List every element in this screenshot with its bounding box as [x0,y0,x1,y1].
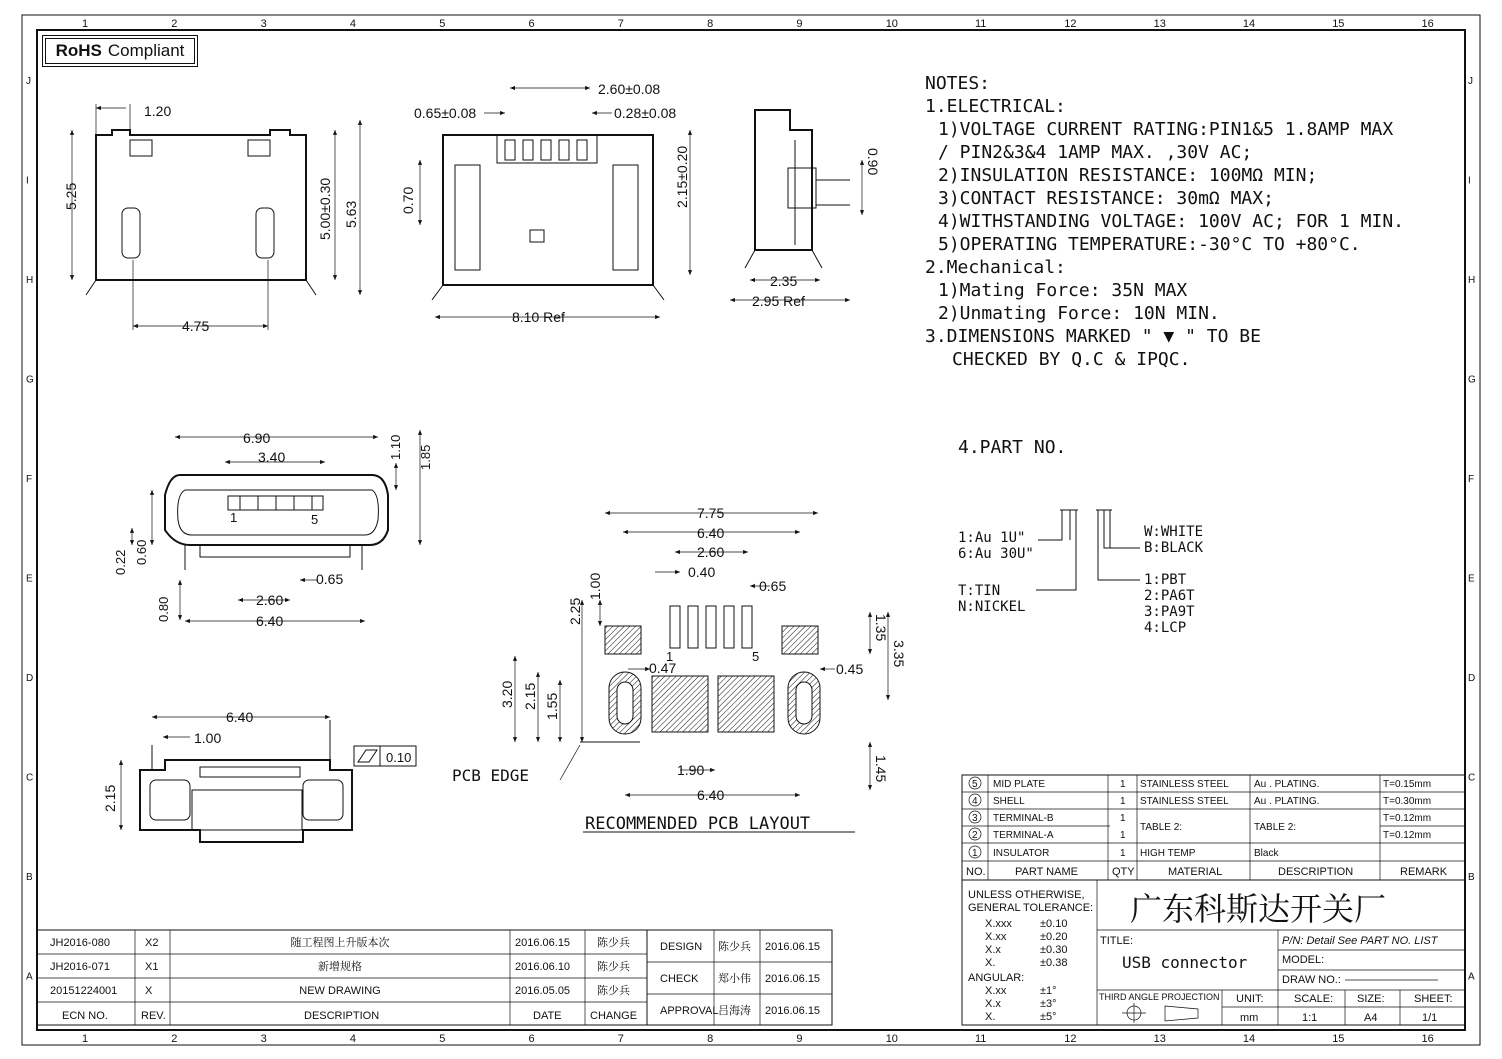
pcb-edge-label: PCB EDGE [452,766,530,785]
grid-row-left: A [26,971,33,983]
pin-1-label: 1 [230,510,238,525]
grid-col-bottom: 1 [82,1033,89,1045]
grid-row-right: G [1468,374,1476,386]
company-name: 广东科斯达开关厂 [1130,890,1387,928]
bom-description: Black [1254,848,1279,859]
pcb-190: 1.90 [677,762,705,778]
grid-col-top: 14 [1242,18,1256,30]
bom-part-name: TERMINAL-A [993,830,1054,841]
grid-col-top: 6 [528,18,535,30]
rev-rev: X [145,985,153,997]
bom-h-material: MATERIAL [1168,866,1223,878]
note-e1b: / PIN2&3&4 1AMP MAX. ,30V AC; [938,142,1253,163]
grid-col-top: 1 [82,18,89,30]
pcb-155: 1.55 [544,692,560,720]
approval-name: 郑小伟 [718,973,751,985]
pn-mat4: 4:LCP [1144,620,1187,636]
bom-no: 2 [972,830,978,841]
bom-qty: 1 [1120,796,1126,807]
tol-angular: ANGULAR: [968,972,1025,984]
model-label: MODEL: [1282,954,1325,966]
dim-065t: 0.65±0.08 [414,105,477,121]
bom-table [962,775,1465,880]
grid-col-top: 3 [260,18,267,30]
pcb-145: 1.45 [873,755,889,783]
approval-date: 2016.06.15 [765,973,821,985]
bom-rows [969,777,1431,859]
grid-row-left: E [26,573,33,585]
note-m2: 2)Unmating Force: 10N MIN. [938,303,1220,324]
bom-material: TABLE 2: [1140,822,1183,833]
bom-no: 4 [972,796,978,807]
grid-col-top: 15 [1332,18,1345,30]
dim-028t: 0.28±0.08 [614,105,677,121]
notes-block [925,73,1404,458]
grid-row-right: H [1468,275,1476,286]
pcb-320: 3.20 [499,680,515,708]
pn-white: W:WHITE [1144,524,1204,540]
tol-a2k: X.x [985,998,1001,1010]
grid-col-top: 4 [349,18,357,30]
rohs-compliant: Compliant [107,41,185,60]
rev-rev: X1 [145,961,159,973]
bom-qty: 1 [1120,813,1126,824]
flatness-value: 0.10 [386,750,412,765]
pcb-215: 2.15 [522,682,538,710]
tol-r2k: X.xx [985,931,1007,943]
bom-description: Au . PLATING. [1254,796,1320,807]
dim-690: 6.90 [243,430,271,446]
side-view [730,110,862,300]
grid-row-right: D [1468,673,1476,684]
rev-h-ecn: ECN NO. [62,1010,108,1022]
rev-description: 随工程图上升版本次 [290,937,390,949]
grid-col-top: 11 [975,18,987,30]
pcb-260: 2.60 [697,544,725,560]
bom-material: STAINLESS STEEL [1140,796,1229,807]
bom-h-desc: DESCRIPTION [1278,866,1354,878]
grid-row-left: B [26,872,33,883]
pn-tin: T:TIN [958,583,1001,599]
tol-a3k: X. [985,1011,996,1023]
dim-563: 5.63 [343,200,359,228]
pcb-640b: 6.40 [697,787,725,803]
bom-part-name: SHELL [993,796,1025,807]
pcb-640: 6.40 [697,525,725,541]
grid-col-bottom: 2 [171,1033,178,1045]
pn-mat1: 1:PBT [1144,572,1187,588]
pcb-pin1: 1 [666,649,674,664]
grid-col-bottom: 10 [885,1033,898,1045]
dim-640b: 6.40 [226,709,254,725]
dim-022: 0.22 [113,549,128,575]
grid-col-top: 10 [885,18,898,30]
rev-change: 陈少兵 [597,985,630,997]
sheet-label: SHEET: [1414,993,1453,1005]
grid-row-right: C [1468,772,1476,784]
tol-a3v: ±5° [1040,1011,1057,1023]
grid-col-top: 7 [617,18,624,30]
bom-part-name: TERMINAL-B [993,813,1054,824]
dim-080: 0.80 [156,596,171,622]
bom-no: 3 [972,813,978,824]
notes-electrical: 1.ELECTRICAL: [925,96,1066,117]
tol-title1: UNLESS OTHERWISE, [968,889,1085,901]
pcb-335: 3.35 [891,640,907,668]
top-view [420,88,690,317]
grid-row-left: G [26,374,34,386]
grid-row-right: F [1468,474,1475,485]
pin-5-label: 5 [311,512,319,527]
tol-r2v: ±0.20 [1040,931,1068,943]
grid-row-right: J [1468,76,1473,87]
approval-role: APPROVAL [660,1005,719,1017]
rev-description: 新增规格 [318,961,362,973]
pcb-pin5: 5 [752,649,760,664]
bom-qty: 1 [1120,779,1126,790]
scale-label: SCALE: [1294,993,1334,1005]
tol-a2v: ±3° [1040,998,1057,1010]
unit-value: mm [1240,1012,1259,1024]
rohs-label: RoHS [55,41,102,60]
pcb-040: 0.40 [688,564,716,580]
grid-col-bottom: 16 [1421,1033,1434,1045]
tol-title2: GENERAL TOLERANCE: [968,902,1094,914]
part-number-tree [958,510,1204,636]
grid-col-bottom: 14 [1242,1033,1256,1045]
dim-120: 1.20 [144,103,172,119]
grid-col-bottom: 11 [975,1033,987,1045]
bom-remark: T=0.12mm [1383,813,1432,824]
revision-rows [50,935,630,997]
pcb-100: 1.00 [587,572,603,600]
bom-part-name: MID PLATE [993,779,1046,790]
note-dim1: 3.DIMENSIONS MARKED " ▼ " TO BE [925,326,1261,347]
grid-col-top: 13 [1153,18,1166,30]
grid-row-right: B [1468,872,1475,883]
tol-r3v: ±0.30 [1040,944,1068,956]
note-e4: 4)WITHSTANDING VOLTAGE: 100V AC; FOR 1 MIN. [938,211,1404,232]
grid-col-bottom: 5 [439,1033,446,1045]
tol-a1v: ±1° [1040,985,1057,997]
pcb-layout-title: RECOMMENDED PCB LAYOUT [585,814,811,834]
dim-640a: 6.40 [256,613,284,629]
rev-change: 陈少兵 [597,937,630,949]
dim-215t: 2.15±0.20 [674,145,690,208]
grid-col-bottom: 12 [1064,1033,1077,1045]
rev-date: 2016.06.10 [515,961,571,973]
pcb-045: 0.45 [836,661,864,677]
bom-qty: 1 [1120,848,1126,859]
pcb-775: 7.75 [697,505,725,521]
grid-col-top: 2 [171,18,178,30]
bom-h-remark: REMARK [1400,866,1448,878]
pcb-065: 0.65 [759,578,787,594]
approval-date: 2016.06.15 [765,941,821,953]
unit-label: UNIT: [1236,993,1264,1005]
grid-row-left: C [26,772,34,784]
bom-description: TABLE 2: [1254,822,1297,833]
note-m1: 1)Mating Force: 35N MAX [938,280,1188,301]
dim-475: 4.75 [182,318,210,334]
note-e2: 2)INSULATION RESISTANCE: 100MΩ MIN; [938,165,1318,186]
scale-value: 1:1 [1302,1012,1318,1024]
rev-ecn: 20151224001 [50,985,118,997]
rev-description: NEW DRAWING [299,985,381,997]
grid-row-left: F [26,474,33,485]
bom-h-qty: QTY [1112,866,1135,878]
grid-col-bottom: 8 [707,1033,714,1045]
bom-h-name: PART NAME [1015,866,1078,878]
bom-remark: T=0.15mm [1383,779,1432,790]
approval-role: CHECK [660,973,699,985]
pn-nickel: N:NICKEL [958,599,1026,615]
grid-col-bottom: 13 [1153,1033,1166,1045]
pn-mat2: 2:PA6T [1144,588,1195,604]
rev-rev: X2 [145,937,159,949]
approval-date: 2016.06.15 [765,1005,821,1017]
dim-110: 1.10 [388,434,403,460]
pcb-047: 0.47 [649,660,677,676]
grid-row-left: J [26,76,31,87]
bom-no: 5 [972,779,978,790]
dim-500: 5.00±0.30 [317,177,333,240]
grid-col-top: 5 [439,18,446,30]
rev-ecn: JH2016-071 [50,961,110,973]
bom-material: HIGH TEMP [1140,848,1196,859]
projection-label: THIRD ANGLE PROJECTION [1099,992,1220,1002]
rev-h-change: CHANGE [590,1010,638,1022]
grid-row-left: H [26,275,34,286]
notes-mechanical: 2.Mechanical: [925,257,1066,278]
rev-date: 2016.06.15 [515,937,571,949]
dim-090: 0.90 [865,148,881,176]
pn-black: B:BLACK [1144,540,1204,556]
tol-r3k: X.x [985,944,1001,956]
tol-r1v: ±0.10 [1040,918,1068,930]
grid-row-right: E [1468,573,1475,585]
rev-h-date: DATE [533,1010,562,1022]
pn-plating2: 6:Au 30U" [958,546,1034,562]
grid-col-top: 12 [1064,18,1077,30]
grid-col-bottom: 6 [528,1033,535,1045]
dim-525: 5.25 [63,182,79,210]
note-e1a: 1)VOLTAGE CURRENT RATING:PIN1&5 1.8AMP MAX [938,119,1394,140]
note-partno: 4.PART NO. [958,437,1067,458]
grid-col-bottom: 3 [260,1033,267,1045]
pcb-135: 1.35 [873,614,889,642]
rear-view [121,717,416,842]
rev-ecn: JH2016-080 [50,937,110,949]
grid-col-top: 8 [707,18,714,30]
title-label: TITLE: [1100,935,1134,947]
notes-title: NOTES: [925,73,991,94]
dim-295: 2.95 Ref [752,293,805,309]
tol-a1k: X.xx [985,985,1007,997]
pcb-225: 2.25 [567,597,583,625]
dim-810: 8.10 Ref [512,309,565,325]
dim-235: 2.35 [770,273,798,289]
bom-remark: T=0.12mm [1383,830,1432,841]
size-label: SIZE: [1357,993,1385,1005]
approval-role: DESIGN [660,941,703,953]
grid-col-bottom: 7 [617,1033,624,1045]
note-dim2: CHECKED BY Q.C & IPQC. [952,349,1191,370]
size-value: A4 [1364,1012,1378,1024]
tol-r4v: ±0.38 [1040,957,1068,969]
sheet-value: 1/1 [1422,1012,1438,1024]
draw-no-label: DRAW NO.: [1282,974,1341,986]
dim-065: 0.65 [316,571,344,587]
approval-name: 吕海涛 [718,1005,751,1017]
approval-rows [660,939,820,1017]
dim-060: 0.60 [134,539,149,565]
grid-col-bottom: 4 [349,1033,357,1045]
grid-col-bottom: 9 [796,1033,803,1045]
bom-no: 1 [972,848,978,859]
bom-description: Au . PLATING. [1254,779,1320,790]
pn-mat3: 3:PA9T [1144,604,1195,620]
dim-260t: 2.60±0.08 [598,81,661,97]
dim-100: 1.00 [194,730,222,746]
drawing-title: USB connector [1122,953,1248,972]
tol-r4k: X. [985,957,996,969]
dim-340: 3.40 [258,449,286,465]
pcb-layout-view [515,513,888,832]
grid-col-top: 16 [1421,18,1434,30]
bom-material: STAINLESS STEEL [1140,779,1229,790]
grid-col-bottom: 15 [1332,1033,1345,1045]
rev-h-rev: REV. [141,1010,166,1022]
grid-row-right: I [1468,175,1471,187]
grid-row-right: A [1468,971,1475,983]
dim-185: 1.85 [418,444,433,470]
bom-h-no: NO. [966,866,986,878]
grid-row-left: D [26,673,34,684]
approval-name: 陈少兵 [718,941,751,953]
tol-r1k: X.xxx [985,918,1012,930]
rev-change: 陈少兵 [597,961,630,973]
rev-date: 2016.05.05 [515,985,571,997]
bom-remark: T=0.30mm [1383,796,1432,807]
dim-260: 2.60 [256,592,284,608]
dim-215: 2.15 [102,784,118,812]
part-number: P/N: Detail See PART NO. LIST [1282,935,1438,947]
grid-row-left: I [26,175,29,187]
dim-070: 0.70 [400,186,416,214]
note-e3: 3)CONTACT RESISTANCE: 30mΩ MAX; [938,188,1274,209]
note-e5: 5)OPERATING TEMPERATURE:-30°C TO +80°C. [938,234,1361,255]
bom-part-name: INSULATOR [993,848,1050,859]
grid-col-top: 9 [796,18,803,30]
pn-plating1: 1:Au 1U" [958,530,1026,546]
rev-h-desc: DESCRIPTION [304,1010,380,1022]
bom-qty: 1 [1120,830,1126,841]
